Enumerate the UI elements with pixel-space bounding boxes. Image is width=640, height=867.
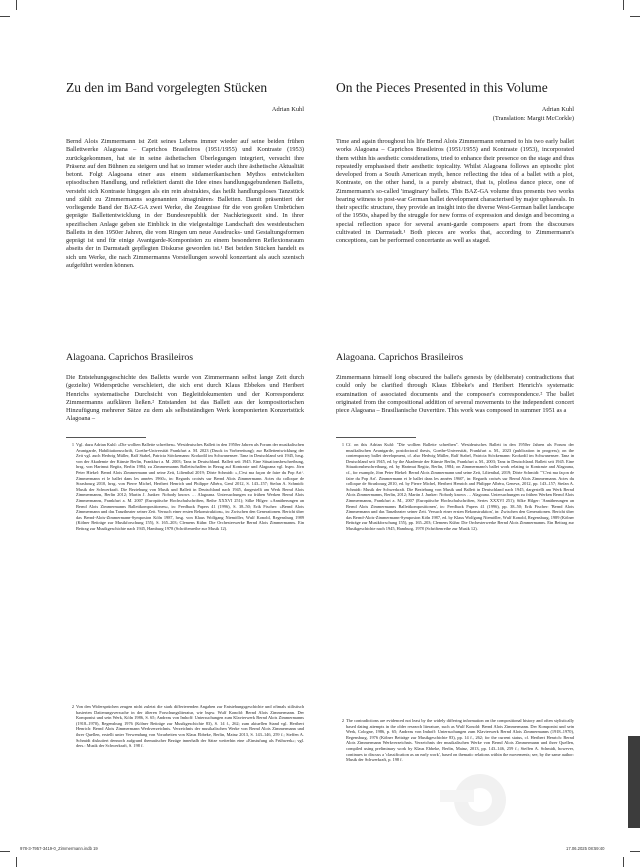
intro-paragraph-english: Time and again throughout his life Bernd Alois Zimmermann returned to his two early ballet works Alagoana – Caprichos Brasileiros (1951/1955) and Kontraste (1953), incorporated them within his aesthetic considerations, tried to enhance their presence on the stage and thus repeatedly emphasised their aesthetic topicality. Whilst Alagoana follows an episodic plot developed from a South American myth, hence reflecting the idea of a ballet with a plot, Kontraste, on the other hand, is a purely abstract, that is, plotless dance piece, one of Zimmermann's so-called 'imaginary' ballets. This BAZ-GA volume thus presents two works bearing witness to post-war German ballet development characterised by major upheavals. In their specific structure, they provide an insight into the diverse West-German ballet landscape of the 1950s, shaped by the struggle for new forms of expression and design and becoming a special reflection space for several avant-garde composers apart from the discourses cultivated in Darmstadt.¹ Both pieces are works that, according to Zimmermann's conceptions, can be performed concertante as well as staged.: [336, 138, 574, 244]
intro-paragraph-german: Bernd Alois Zimmermann ist Zeit seines Lebens immer wieder auf seine beiden frühen Ballettwerke Alagoana – Caprichos Brasileiros (1951/1955) und Kontraste (1953) zurückgekommen, hat sie in seine ästhetischen Überlegungen integriert, versucht ihre Präsenz auf den Bühnen zu steigern und hat so immer wieder auch ihre ästhetische Aktualität betont. Folgt Alagoana einer aus einem südamerikanischen Mythos entwickelten episodischen Handlung, und reflektiert damit die Idee eines handlungsgebundenen Balletts, versteht sich Kontraste hingegen als ein rein abstraktes, das heißt handlungsloses Tanzstück und zählt zu Zimmermanns sogenannten ›imaginären‹ Balletten. Damit präsentiert der vorliegende Band der BAZ-GA zwei Werke, die Zeugnisse für die von großen Umbrüchen geprägte Ballettentwicklung in der Bundesrepublik der Nachkriegszeit sind. In ihrer spezifischen Anlage geben sie Einblick in die vielgestaltige Landschaft des westdeutschen Balletts in den 1950er Jahren, die vom Ringen um neue Ausdrucks- und Gestaltungsformen geprägt ist und für einige Avantgarde-Komponisten zu einem besonderen Reflexionsraum abseits der in Darmstadt gepflegten Diskurse geworden ist.¹ Bei beiden Stücken handelt es sich um Werke, die nach Zimmermanns Vorstellungen sowohl konzertant als auch szenisch aufgeführt werden können.: [66, 138, 304, 269]
section-heading-german: Alagoana. Caprichos Brasileiros: [66, 352, 194, 363]
footnote-number: 2: [341, 718, 344, 723]
print-timestamp: 17.06.2025 08:59:40: [566, 846, 605, 851]
page-title-english: On the Pieces Presented in this Volume: [336, 80, 548, 95]
crop-mark: [630, 851, 640, 852]
thumb-index-tab: [628, 736, 640, 828]
footnote-rule: [336, 437, 416, 438]
crop-mark: [623, 857, 624, 867]
footnote-text: The contradictions are evidenced not least by the widely differing information on the compositional history and often stylistically based dating attempts in the older research literature, such as Wulf Konold: Bernd Alois Zimmermann. Der Komponist und sein Werk, Cologne, 1986, p. 65; Andreas von Imhoff: Untersuchungen zum Klavierwerk Bernd Alois Zimmermanns (1918–1970), Regensburg, 1976 (Kölner Beiträge zur Musikgeschichte 83), pp. 14 f., 262; for the current status, cf. Heribert Henrich: Bernd Alois Zimmermann Werkverzeichnis. Verzeichnis der musikalischen Werke von Bernd Alois Zimmermann und ihrer Quellen, compiled using preliminary work by Klaus Ebbeke, Berlin, Mainz, 2013, pp. 143–146, 259 f.; Steffen A. Schmidt, however, continues to discuss a 'classification as an early work', based on thematic relations within the movements; see, by the same author: Musik der Schwerkraft, p. 198 f.: [346, 718, 574, 763]
section-paragraph-english: Zimmermann himself long obscured the ballet's genesis by (deliberate) contradictions that could only be clarified through Klaus Ebbeke's and Heribert Henrich's systematic examination of associated documents and the composer's correspondence.² The ballet originated from the compositional addition of several movements to the independent concert piece Alagoana – Brasilianische Ouvertüre. This work was composed in summer 1951 as a: [336, 374, 574, 414]
footnote-number: 1: [71, 442, 74, 447]
footnote-1-german: [71, 442, 304, 532]
footnote-number: 1: [341, 442, 344, 447]
print-file-label: 978-3-7957-3419-0_Zimmermann.indb 19: [20, 846, 98, 851]
crop-mark: [0, 16, 10, 17]
section-paragraph-german: Die Entstehungsgeschichte des Balletts wurde von Zimmermann selbst lange Zeit durch (gezielte) Widersprüche verschleiert, die sich erst durch Klaus Ebbekes und Heribert Henrichs systematische Durchsicht von Begleitdokumenten und der Korrespondenz Zimmermanns aufklären ließen.² Entstanden ist das Ballett aus der kompositorischen Hinzufügung mehrerer Sätze zu dem als selbstständigen Werk komponierten Konzertstück Alagoana –: [66, 374, 304, 423]
crop-mark: [630, 16, 640, 17]
author-byline-german: Adrian Kuhl: [271, 106, 304, 113]
crop-mark: [0, 851, 10, 852]
crop-mark: [16, 857, 17, 867]
decorative-circle-icon: [420, 760, 510, 826]
footnote-2-english: [341, 718, 574, 763]
footnote-number: 2: [71, 704, 74, 709]
section-heading-english: Alagoana. Caprichos Brasileiros: [336, 352, 464, 363]
page-title-german: Zu den im Band vorgelegten Stücken: [66, 80, 268, 95]
footnote-text: Von den Widersprüchen zeugen nicht zuletzt die stark differierenden Angaben zur Entstehungsgeschichte und oftmals stilistisch basierten Datierungsversuche in der älteren Forschungsliteratur, wie bspw. Wulf Konold: Bernd Alois Zimmermann. Der Komponist und sein Werk, Köln 1986, S. 65; Andreas von Imhoff: Untersuchungen zum Klavierwerk Bernd Alois Zimmermanns (1918–1970), Regensburg 1976 (Kölner Beiträge zur Musikgeschichte 83), S. 14 f., 262; zum aktuellen Stand vgl. Heribert Henrich: Bernd Alois Zimmermann Werkverzeichnis. Verzeichnis der musikalischen Werke von Bernd Alois Zimmermann und ihrer Quellen, erstellt unter Verwendung von Vorarbeiten von Klaus Ebbeke, Berlin, Mainz 2013, S. 143–146, 259 f.; Steffen A. Schmidt diskutiert dennoch aufgrund thematischer Bezüge innerhalb der Sätze weiterhin eine »Einstufung als Frühwerk«; vgl. ders.: Musik der Schwerkraft, S. 198 f.: [76, 704, 304, 749]
footnote-rule: [66, 437, 146, 438]
footnote-text: Cf. on this Adrian Kuhl: "Die wollten Ballette schreiben". Westdeutsches Ballett in den 1950er Jahren als Forum der musikalischen Avantgarde, postdoctoral thesis, Goethe-Universität, Frankfurt a. M., 2023 (publication in progress); on the contemporary ballet development, cf. also Hedwig Müller, Ralf Stabel, Patricia Stöckemann: Krokodil im Schwanensee. Tanz in Deutschland seit 1945, ed. by the Akademie der Künste Berlin, Frankfurt a. M., 2003; Tanz in Deutschland. Ballett seit 1945. Eine Situationsbeschreibung, ed. by Hartmut Regitz, Berlin, 1984; on Zimmermann's ballet work relating to Kontraste and Alagoana, cf., for example, Jörn Peter Hiekel: Bernd Alois Zimmermann und seine Zeit, Lilienthal, 2019; Dörte Schmidt: "'C'est ma façon de faire du Pop Art'. Zimmermann et le ballet dans les années 1960", in: Regards croisés sur Bernd Alois Zimmermann. Actes du colloque de Strasbourg 2010, ed. by Pierre Michel, Heribert Henrich and Philippe Albèra, Geneva, 2012, pp. 143–157; Stefan A. Schmidt: Musik der Schwerkraft. Die Beziehung von Musik und Ballett in Deutschland nach 1945, dargestellt am Werk Bernd Alois Zimmermanns, Berlin, 2012; Martin J. Junker: Nobody knows … Alagoana. Untersuchungen zu frühen Werken Bernd Alois Zimmermanns, Frankfurt a. M., 2007 (Europäische Hochschulschriften, Series XXXVI 251); Silke Hilger: 'Annäherungen an Bernd Alois Zimmermanns Ballettkompositionen', in: Feedback Papers 41 (1996), pp. 38–50; Erik Fischer: 'Bernd Alois Zimmermann und das Tanztheater seiner Zeit. Versuch einer ersten Rekonstruktion', in: Zwischen den Generationen. Bericht über das Bernd-Alois-Zimmermann-Symposion Köln 1987, ed. by Klaus Wolfgang Niemöller, Wulf Konold, Regensburg, 1989 (Kölner Beiträge zur Musikforschung 155), pp. 165–203; Clemens Kühn: Die Orchesterwerke Bernd Alois Zimmermanns. Ein Beitrag zur Musikgeschichte nach 1945, Hamburg, 1978 (Schriftenreihe zur Musik 12).: [346, 442, 574, 531]
footnote-text: Vgl. dazu Adrian Kuhl: »Die wollten Ballette schreiben«. Westdeutsches Ballett in den 1950er Jahren als Forum der musikalischen Avantgarde, Habilitationsschrift, Goethe-Universität Frankfurt a. M. 2023 (Druck in Vorbereitung); zur Ballettentwicklung der Zeit vgl. auch Hedwig Müller, Ralf Stabel, Patricia Stöckemann: Krokodil im Schwanensee. Tanz in Deutschland seit 1945, hrsg. von der Akademie der Künste Berlin, Frankfurt a. M. 2003; Tanz in Deutschland. Ballett seit 1945. Eine Situationsbeschreibung, hrsg. von Hartmut Regitz, Berlin 1984; zu Zimmermanns Ballettschaffen in Bezug auf Kontraste und Alagoana vgl. bspw. Jörn Peter Hiekel: Bernd Alois Zimmermann und seine Zeit, Lilienthal 2019; Dörte Schmidt: »‚C'est ma façon de faire du Pop Art‘. Zimmermann et le ballet dans les années 1960«, in: Regards croisés sur Bernd Alois Zimmermann. Actes du colloque de Strasbourg 2010, hrsg. von Pierre Michel, Heribert Henrich und Philippe Albèra, Genf 2012, S. 143–157; Stefan A. Schmidt: Musik der Schwerkraft. Die Beziehung von Musik und Ballett in Deutschland nach 1945, dargestellt am Werk Bernd Alois Zimmermanns, Berlin 2012; Martin J. Junker: Nobody knows … Alagoana. Untersuchungen zu frühen Werken Bernd Alois Zimmermanns, Frankfurt a. M. 2007 (Europäische Hochschulschriften, Reihe XXXVI 251); Silke Hilger: »Annäherungen an Bernd Alois Zimmermanns Ballettkompositionen«, in: Feedback Papers 41 (1996), S. 38–50; Erik Fischer: »Bernd Alois Zimmermann und das Tanztheater seiner Zeit. Versuch einer ersten Rekonstruktion«, in: Zwischen den Generationen. Bericht über das Bernd-Alois-Zimmermann-Symposion Köln 1987, hrsg. von Klaus Wolfgang Niemöller, Wulf Konold, Regensburg 1989 (Kölner Beiträge zur Musikforschung 155), S. 165–203; Clemens Kühn: Die Orchesterwerke Bernd Alois Zimmermanns. Ein Beitrag zur Musikgeschichte nach 1945, Hamburg 1978 (Schriftenreihe zur Musik 12).: [76, 442, 304, 531]
crop-mark: [16, 0, 17, 10]
author-byline-english: Adrian Kuhl: [541, 106, 574, 113]
footnote-1-english: [341, 442, 574, 532]
translator-byline: (Translation: Margit McCorkle): [492, 115, 574, 122]
crop-mark: [623, 0, 624, 10]
footnote-2-german: [71, 704, 304, 749]
